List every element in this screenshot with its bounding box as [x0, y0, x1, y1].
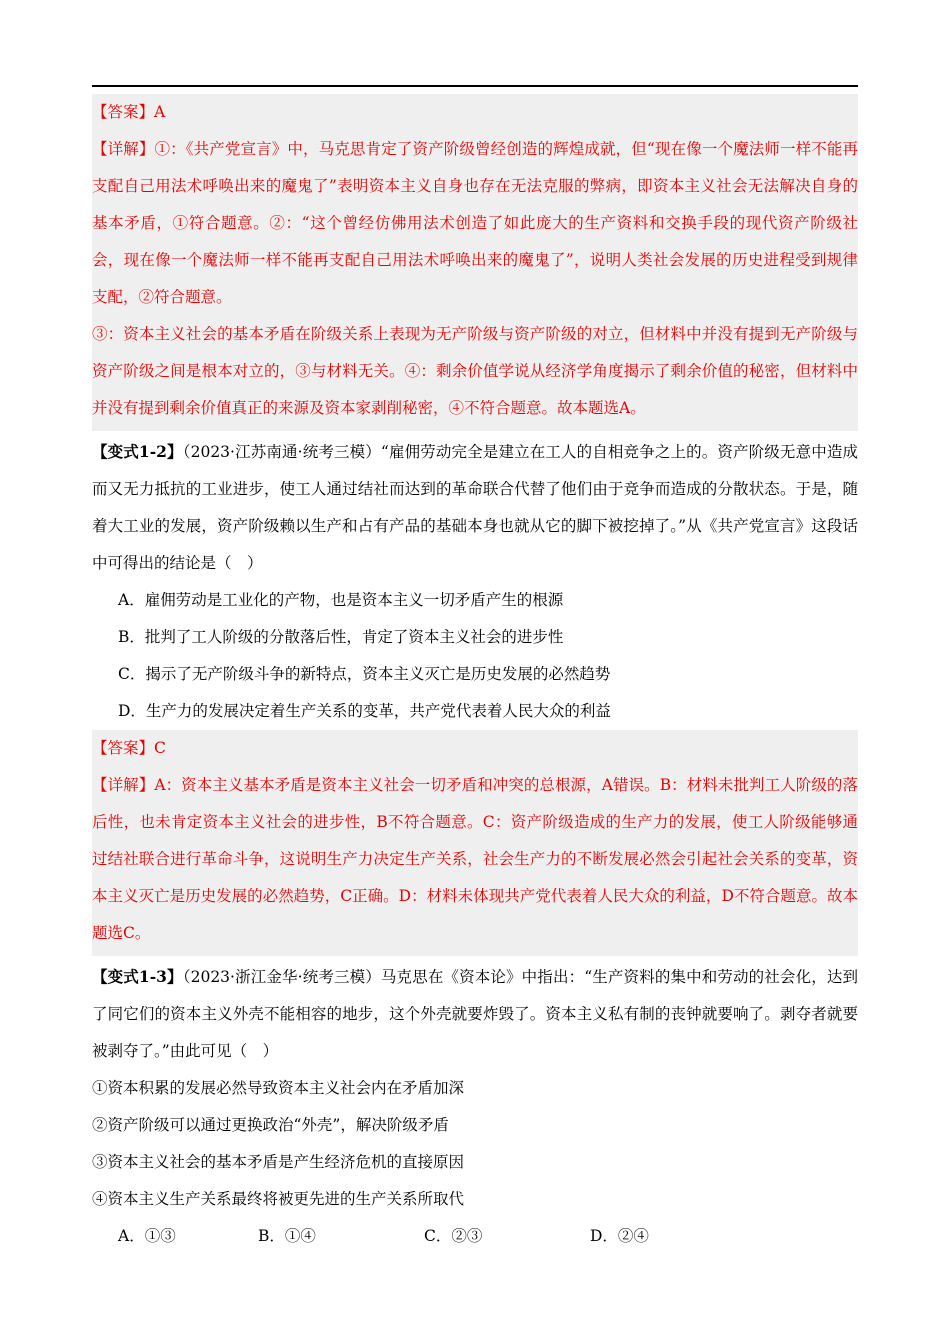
answer-label: 【答案】: [92, 103, 155, 121]
question-1-2: [92, 433, 858, 730]
detail-text: ①：《共产党宣言》中，马克思肯定了资产阶级曾经创造的辉煌成就，但“现在像一个魔法师一样不能再支配自己用法术呼唤出来的魔鬼了”表明资本主义自身也存在无法克服的弊病，即资本主义社会无法解决自身的基本矛盾，①符合题意。②：“这个曾经仿佛用法术创造了如此庞大的生产资料和交换手段的现代资产阶级社会，现在像一个魔法师一样不能再支配自己用法术呼唤出来的魔鬼了”，说明人类社会发展的历史进程受到规律支配，②符合题意。: [92, 140, 858, 306]
question-source: （2023·浙江金华·统考三模）: [182, 968, 381, 986]
question-source: （2023·江苏南通·统考三模）: [182, 443, 381, 461]
question-text: 马克思在《资本论》中指出：“生产资料的集中和劳动的社会化，达到了同它们的资本主义外壳不能相容的地步，这个外壳就要炸毁了。资本主义私有制的丧钟就要响了。剥夺者就要被剥夺了。”由此可见（ ）: [92, 968, 858, 1060]
choice-c: C．②③: [424, 1227, 483, 1245]
question-stem: [92, 433, 858, 582]
detail-label: 【详解】: [92, 776, 155, 794]
choice-b: B．①④: [258, 1227, 316, 1245]
detail-paragraph: [92, 131, 858, 316]
choice-a: A．①③: [118, 1227, 176, 1245]
question-1-3: [92, 958, 858, 1255]
statement-1: ①资本积累的发展必然导致资本主义社会内在矛盾加深: [92, 1079, 465, 1097]
detail-label: 【详解】: [92, 140, 155, 158]
question-text: “雇佣劳动完全是建立在工人的自相竞争之上的。资产阶级无意中造成而又无力抵抗的工业进步，使工人通过结社而达到的革命联合代替了他们由于竞争而造成的分散状态。于是，随着大工业的发展，资产阶级赖以生产和占有产品的基础本身也就从它的脚下被挖掉了。”从《共产党宣言》这段话中可得出的结论是（ ）: [92, 443, 858, 572]
question-stem: [92, 958, 858, 1070]
choice-row: [92, 1218, 858, 1255]
question-tag: 【变式1-3】: [92, 967, 183, 986]
statement-2: ②资产阶级可以通过更换政治“外壳”，解决阶级矛盾: [92, 1116, 449, 1134]
choice-d: D．②④: [590, 1227, 649, 1245]
option-d: D．生产力的发展决定着生产关系的变革，共产党代表着人民大众的利益: [118, 702, 611, 720]
answer-label: 【答案】: [92, 739, 155, 757]
answer-line: [92, 94, 858, 131]
answer-block-1-1: [92, 94, 858, 431]
statement-4: ④资本主义生产关系最终将被更先进的生产关系所取代: [92, 1190, 465, 1208]
detail-paragraph: [92, 767, 858, 952]
detail-text: A：资本主义基本矛盾是资本主义社会一切矛盾和冲突的总根源，A错误。B：材料未批判工人阶级的落后性，也未肯定资本主义社会的进步性，B不符合题意。C：资产阶级造成的生产力的发展，使工人阶级能够通过结社联合进行革命斗争，这说明生产力决定生产关系，社会生产力的不断发展必然会引起社会关系的变革，资本主义灭亡是历史发展的必然趋势，C正确。D：材料未体现共产党代表着人民大众的利益，D不符合题意。故本题选C。: [92, 776, 858, 942]
document-content: [92, 94, 858, 1255]
question-tag: 【变式1-2】: [92, 442, 183, 461]
option-a: A．雇佣劳动是工业化的产物，也是资本主义一切矛盾产生的根源: [118, 591, 564, 609]
detail-paragraph: [92, 316, 858, 427]
answer-value: A: [154, 103, 166, 121]
answer-line: [92, 730, 858, 767]
answer-value: C: [154, 739, 166, 757]
option-b: B．批判了工人阶级的分散落后性，肯定了资本主义社会的进步性: [118, 628, 564, 646]
header-rule: [92, 85, 858, 87]
statement-3: ③资本主义社会的基本矛盾是产生经济危机的直接原因: [92, 1153, 465, 1171]
detail-text: ③：资本主义社会的基本矛盾在阶级关系上表现为无产阶级与资产阶级的对立，但材料中并没有提到无产阶级与资产阶级之间是根本对立的，③与材料无关。④：剩余价值学说从经济学角度揭示了剩余价值的秘密，但材料中并没有提到剩余价值真正的来源及资本家剥削秘密，④不符合题意。故本题选A。: [92, 325, 858, 417]
option-c: C．揭示了无产阶级斗争的新特点，资本主义灭亡是历史发展的必然趋势: [118, 665, 611, 683]
answer-block-1-2: [92, 730, 858, 956]
